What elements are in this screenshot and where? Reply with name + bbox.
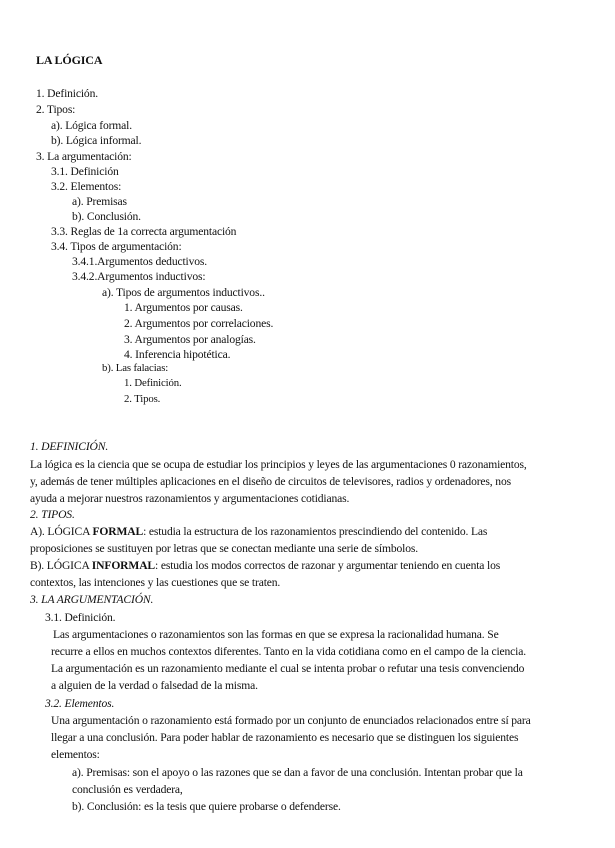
toc-item: b). Las falacias: [102, 362, 169, 374]
toc-item: a). Lógica formal. [51, 119, 132, 132]
toc-item: 2. Tipos: [36, 103, 76, 116]
paragraph-line: proposiciones se sustituyen por letras que se conectan mediante una serie de símbolos. [30, 542, 418, 555]
paragraph-line: llegar a una conclusión. Para poder hablar de razonamiento es necesario que se distinguen los siguientes [51, 731, 519, 744]
toc-item: 3.1. Definición [51, 165, 119, 178]
subsection-heading: 3.2. Elementos. [45, 697, 115, 710]
paragraph-line: recurre a ellos en muchos contextos diferentes. Tanto en la vida cotidiana como en el campo de la ciencia. [51, 645, 526, 658]
toc-item: 2. Argumentos por correlaciones. [124, 317, 274, 330]
toc-item: b). Lógica informal. [51, 134, 142, 147]
paragraph-line: ayuda a mejorar nuestros razonamientos y argumentaciones cotidianas. [30, 492, 350, 505]
paragraph-line: conclusión es verdadera, [72, 783, 183, 796]
toc-item: 3.2. Elementos: [51, 180, 122, 193]
toc-item: 3.3. Reglas de 1a correcta argumentación [51, 225, 237, 238]
paragraph-line [30, 558, 500, 573]
subsection-heading: 3.1. Definición. [45, 611, 116, 624]
formal-prefix: A). LÓGICA [30, 525, 93, 538]
formal-term: FORMAL [92, 525, 144, 538]
paragraph-line [30, 524, 487, 539]
toc-item: 3. Argumentos por analogías. [124, 333, 256, 346]
section-heading: 1. DEFINICIÓN. [30, 440, 109, 453]
toc-item: 4. Inferencia hipotética. [124, 348, 231, 361]
section-heading: 2. TIPOS. [30, 508, 75, 521]
toc-item: a). Tipos de argumentos inductivos.. [102, 286, 265, 299]
toc-item: 1. Definición. [36, 87, 98, 100]
toc-item: b). Conclusión. [72, 210, 141, 223]
toc-item: a). Premisas [72, 195, 127, 208]
page-title: LA LÓGICA [36, 53, 103, 67]
paragraph-line: b). Conclusión: es la tesis que quiere probarse o defenderse. [72, 800, 341, 813]
paragraph-line: a). Premisas: son el apoyo o las razones que se dan a favor de una conclusión. Intentan probar que la [72, 766, 523, 779]
formal-text: : estudia la estructura de los razonamientos prescindiendo del contenido. Las [143, 525, 488, 538]
paragraph-line: Una argumentación o razonamiento está formado por un conjunto de enunciados relacionados entre sí para [51, 714, 531, 727]
paragraph-line: elementos: [51, 748, 100, 761]
paragraph-line: a alguien de la verdad o falsedad de la misma. [51, 679, 258, 692]
toc-item: 1. Definición. [124, 377, 182, 389]
informal-text: : estudia los modos correctos de razonar y argumentar teniendo en cuenta los [155, 559, 501, 572]
toc-item: 3. La argumentación: [36, 150, 132, 163]
paragraph-line: La argumentación es un razonamiento mediante el cual se intenta probar o refutar una tesis convenciendo [51, 662, 525, 675]
informal-prefix: B). LÓGICA [30, 559, 92, 572]
paragraph-line: contextos, las intenciones y las cuestiones que se traten. [30, 576, 281, 589]
toc-item: 3.4. Tipos de argumentación: [51, 240, 182, 253]
paragraph-line: La lógica es la ciencia que se ocupa de estudiar los principios y leyes de las argumentaciones 0 razonamientos, [30, 458, 527, 471]
informal-term: INFORMAL [91, 559, 156, 572]
toc-item: 3.4.1.Argumentos deductivos. [72, 255, 208, 268]
toc-item: 2. Tipos. [124, 393, 161, 405]
toc-item: 1. Argumentos por causas. [124, 301, 243, 314]
paragraph-line: Las argumentaciones o razonamientos son las formas en que se expresa la racionalidad humana. Se [53, 628, 499, 641]
toc-item: 3.4.2.Argumentos inductivos: [72, 270, 206, 283]
paragraph-line: y, además de tener múltiples aplicaciones en el diseño de circuitos de televisores, radios y ordenadores, nos [30, 475, 511, 488]
section-heading: 3. LA ARGUMENTACIÓN. [30, 593, 154, 606]
